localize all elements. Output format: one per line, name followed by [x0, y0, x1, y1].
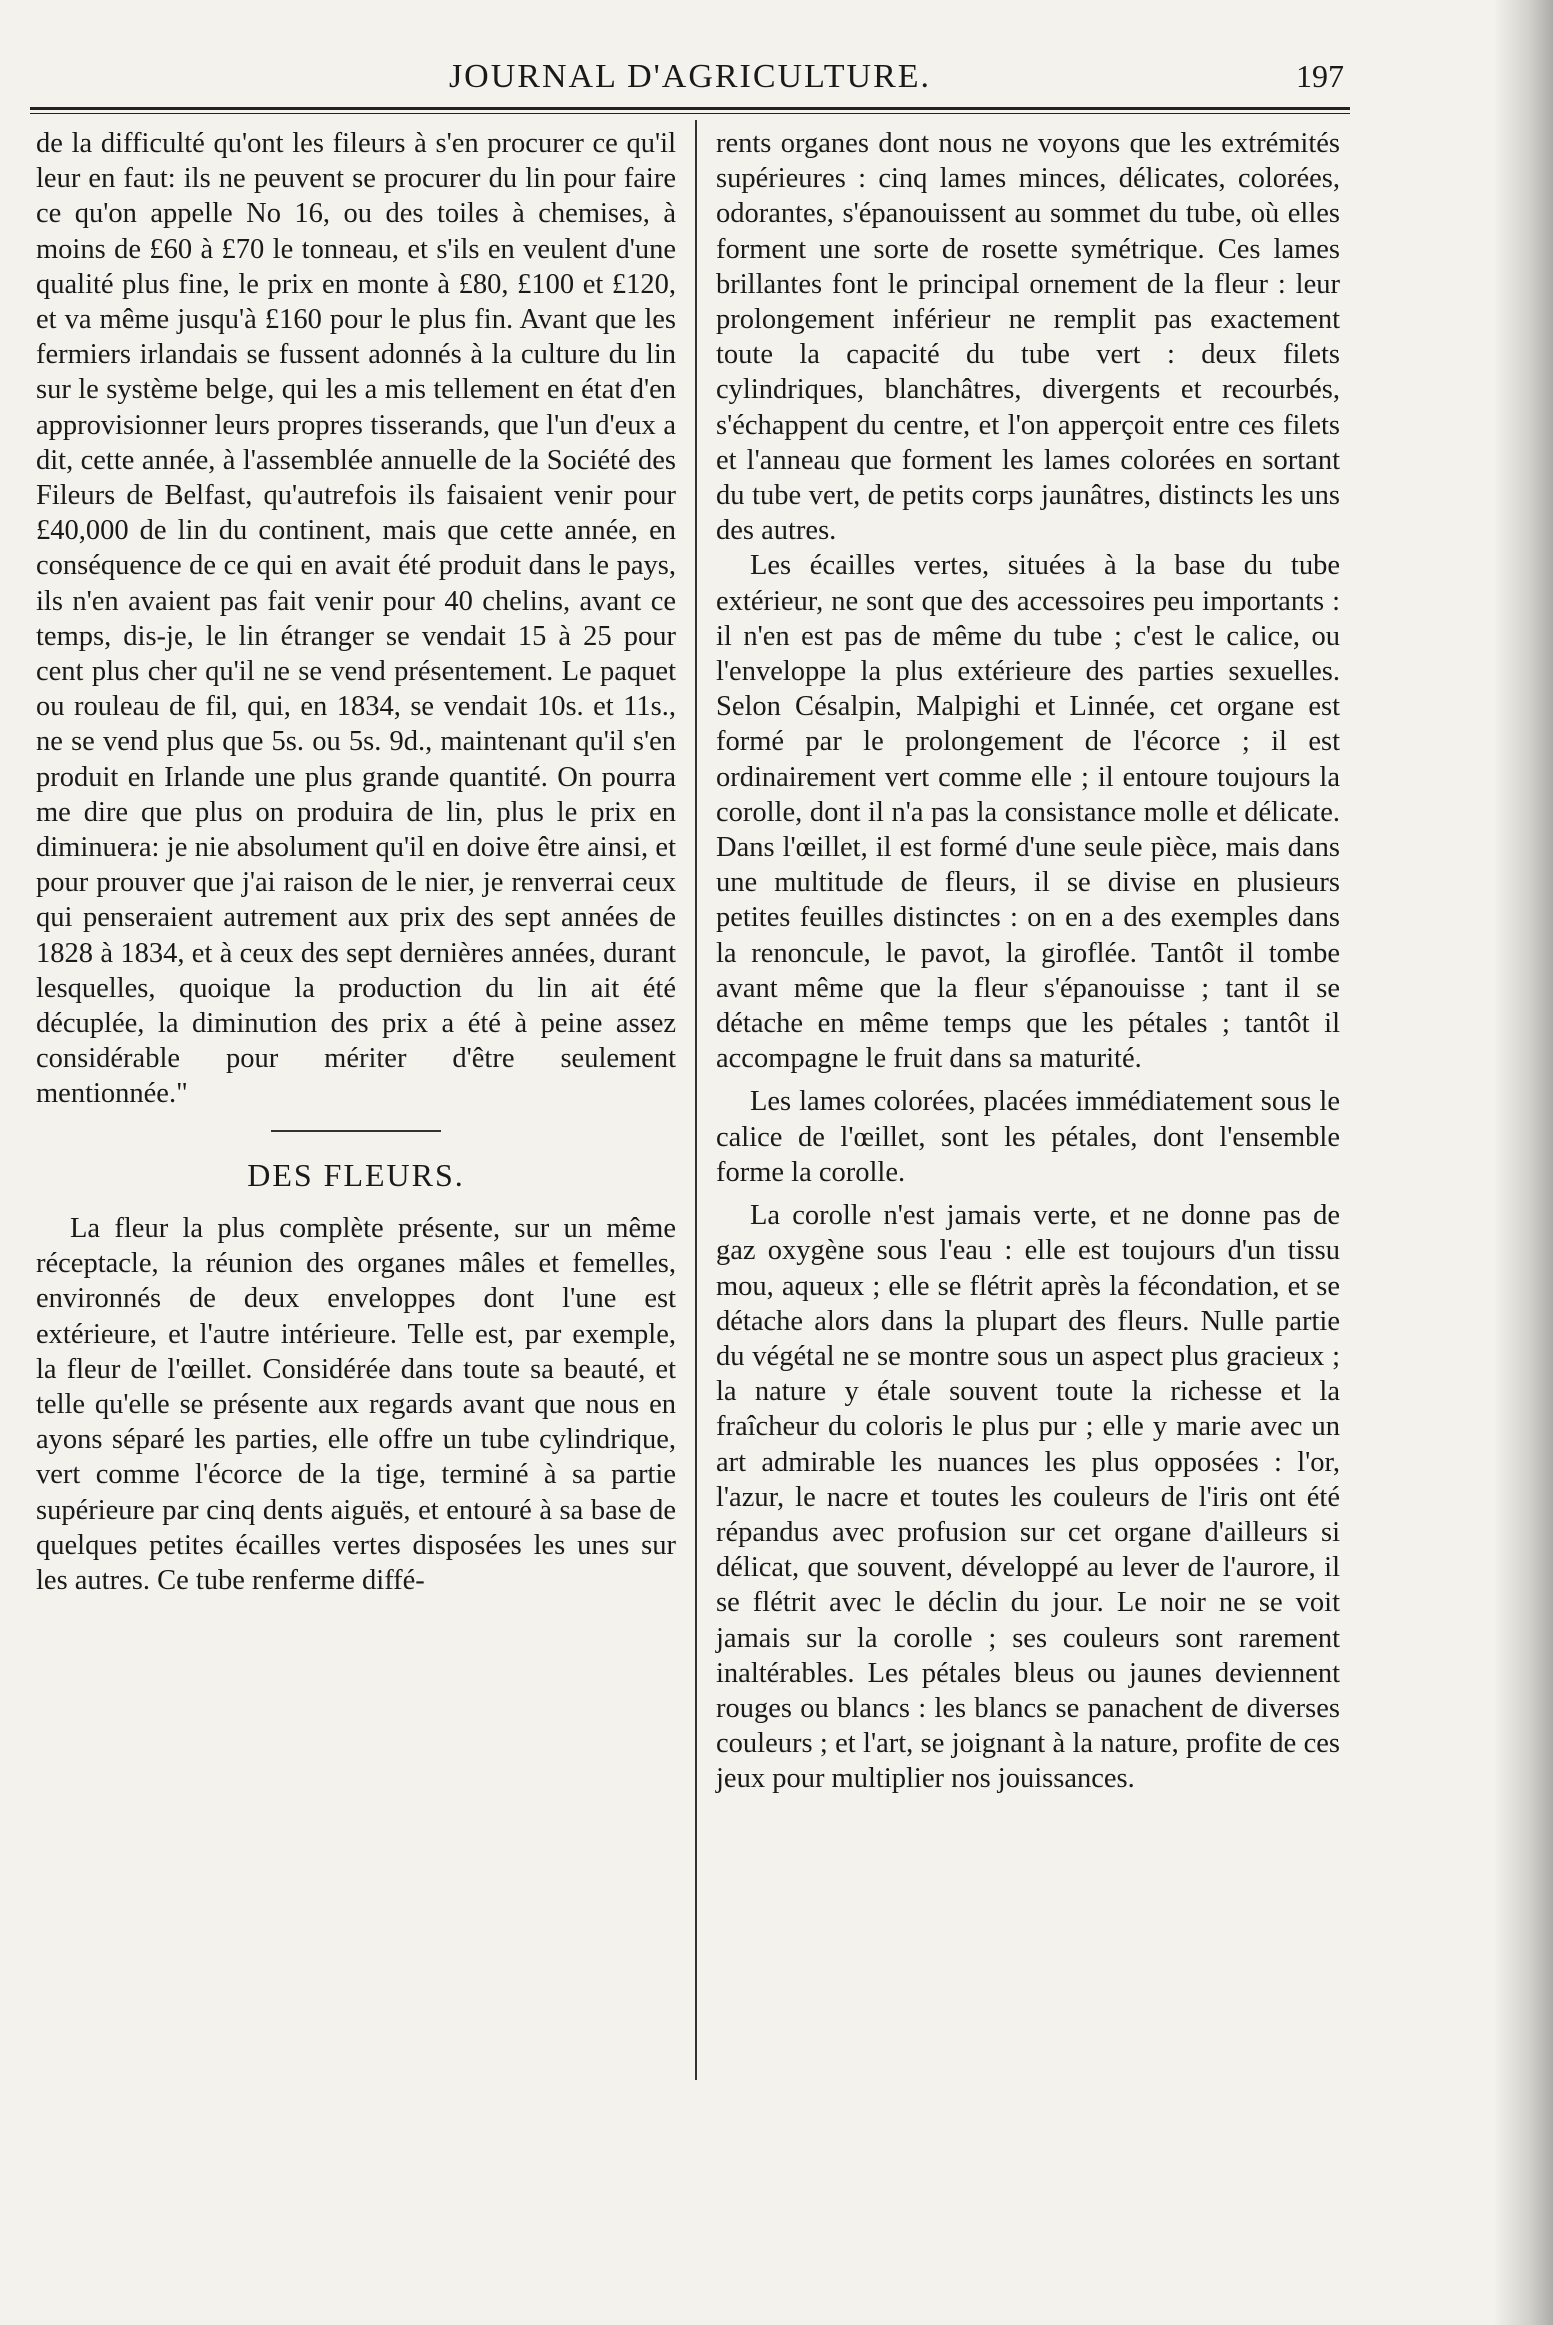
article-paragraph: La corolle n'est jamais verte, et ne donne pas de gaz oxygène sous l'eau : elle est toujours d'un tissu mou, aqueux ; elle se flétrit après la fécondation, et se détache alors dans la plupart des fleurs. Nulle partie du végétal ne se montre sous un aspect plus gracieux ; la nature y étale souvent toute la richesse et la fraîcheur du coloris le plus pur ; elle y marie avec un art admirable les nuances les plus opposées : l'or, l'azur, le nacre et toutes les couleurs de l'iris ont été répandus avec profusion sur cet organe d'ailleurs si délicat, que souvent, développé au lever de l'aurore, il se flétrit avec le déclin du jour. Le noir ne se voit jamais sur la corolle ; ses couleurs sont rarement inaltérables. Les pétales bleus ou jaunes deviennent rouges ou blancs : les blancs se panachent de diverses couleurs ; et l'art, se joignant à la nature, profite de ces jeux pour multiplier nos jouissances.	[716, 1200, 1340, 1795]
left-column	[36, 126, 676, 1598]
article-paragraph: rents organes dont nous ne voyons que les extrémités supérieures : cinq lames minces, délicates, colorées, odorantes, s'épanouissent au sommet du tube, où elles forment une sorte de rosette symétrique. Ces lames brillantes font le principal ornement de la fleur : leur prolongement inférieur ne remplit pas exactement toute la capacité du tube vert : deux filets cylindriques, blanchâtres, divergents et recourbés, s'échappent du centre, et l'on apperçoit entre ces filets et l'anneau que forment les lames colorées en sortant du tube vert, de petits corps jaunâtres, distincts les uns des autres.	[716, 128, 1340, 547]
article-paragraph: La fleur la plus complète présente, sur un même réceptacle, la réunion des organes mâles et femelles, environnés de deux enveloppes dont l'une est extérieure, et l'autre intérieure. Telle est, par exemple, la fleur de l'œillet. Considérée dans toute sa beauté, et telle qu'elle se présente aux regards avant que nous en ayons séparé les parties, elle offre un tube cylindrique, vert comme l'écorce de la tige, terminé à sa partie supérieure par cinq dents aiguës, et entouré à sa base de quelques petites écailles vertes disposées les unes sur les autres. Ce tube renferme diffé-	[36, 1212, 676, 1596]
column-divider	[695, 120, 697, 2080]
section-divider	[271, 1130, 441, 1132]
journal-title: JOURNAL D'AGRICULTURE.	[448, 58, 932, 95]
page-header	[30, 48, 1350, 104]
article-paragraph: de la difficulté qu'ont les fileurs à s'en procurer ce qu'il leur en faut: ils ne peuvent se procurer du lin pour faire ce qu'on appelle No 16, ou des toiles à chemises, à moins de £60 à £70 le tonneau, et s'ils en veulent d'une qualité plus fine, le prix en monte à £80, £100 et £120, et va même jusqu'à £160 pour le plus fin. Avant que les fermiers irlandais se fussent adonnés à la culture du lin sur le système belge, qui les a mis tellement en état d'en approvisionner leurs propres tisserands, que l'un d'eux a dit, cette année, à l'assemblée annuelle de la Société des Fileurs de Belfast, qu'autrefois ils faisaient venir pour £40,000 de lin du continent, mais que cette année, en conséquence de ce qui en avait été produit dans le pays, ils n'en avaient pas fait venir pour 40 chelins, avant ce temps, dis-je, le lin étranger se vendait 15 à 25 pour cent plus cher qu'il ne se vend présentement. Le paquet ou rouleau de fil, qui, en 1834, se vendait 10s. et 11s., ne se vend plus que 5s. ou 5s. 9d., maintenant qu'il s'en produit en Irlande une plus grande quantité. On pourra me dire que plus on produira de lin, plus le prix en diminuera: je nie absolument qu'il en doive être ainsi, et pour prouver que j'ai raison de le nier, je renverrai ceux qui penseraient autrement aux prix des sept années de 1828 à 1834, et à ceux des sept dernières années, durant lesquelles, quoique la production du lin ait été décuplée, la diminution des prix a été à peine assez considérable pour mériter d'être seulement mentionnée."	[36, 128, 676, 1110]
article-paragraph: Les écailles vertes, situées à la base du tube extérieur, ne sont que des accessoires peu importants : il n'en est pas de même du tube ; c'est le calice, ou l'enveloppe la plus extérieure des parties sexuelles. Selon Césalpin, Malpighi et Linnée, cet organe est formé par le prolongement de l'écorce ; il est ordinairement vert comme elle ; il entoure toujours la corolle, dont il n'a pas la consistance molle et délicate. Dans l'œillet, il est formé d'une seule pièce, mais dans une multitude de fleurs, il se divise en plusieurs petites feuilles distinctes : on en a des exemples dans la renoncule, le pavot, la giroflée. Tantôt il tombe avant même que la fleur s'épanouisse ; tant il se détache en même temps que les pétales ; tantôt il accompagne le fruit dans sa maturité.	[716, 550, 1340, 1075]
article-paragraph: Les lames colorées, placées immédiatement sous le calice de l'œillet, sont les pétales, dont l'ensemble forme la corolle.	[716, 1086, 1340, 1188]
page-edge-shadow	[1493, 0, 1553, 2325]
right-column	[716, 126, 1340, 1797]
section-title: DES FLEURS.	[247, 1156, 465, 1193]
header-rule	[30, 107, 1350, 114]
page-number: 197	[1296, 58, 1344, 94]
